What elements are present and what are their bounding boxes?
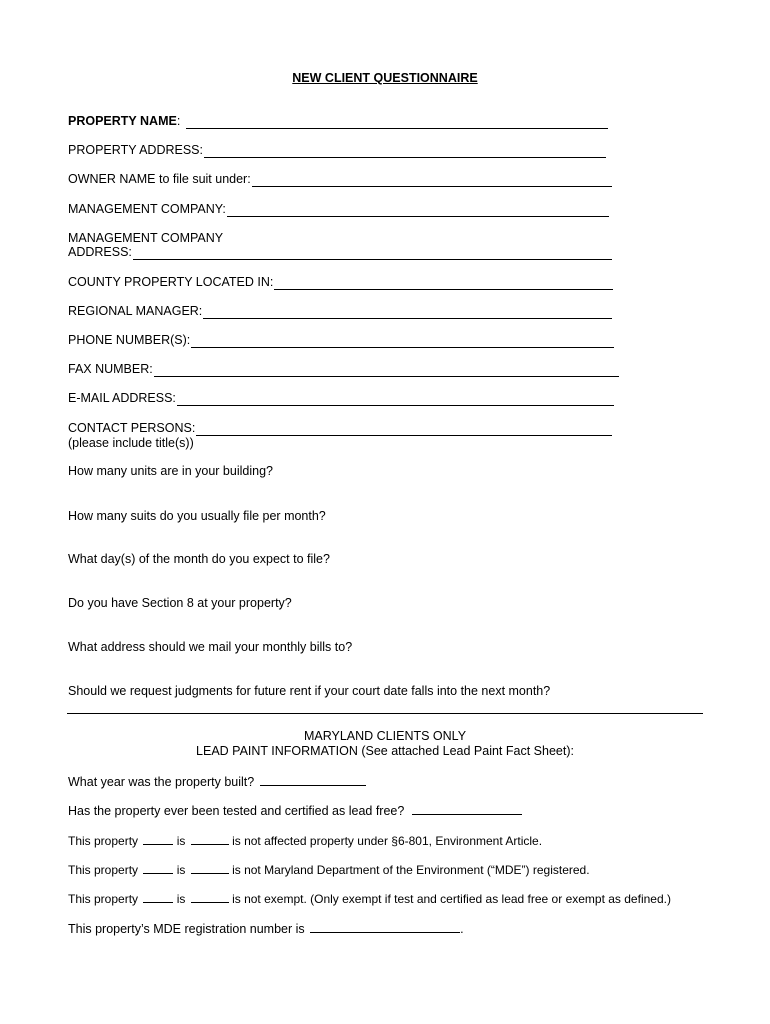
registration-number-blank[interactable] <box>310 920 460 933</box>
registered-no-blank[interactable] <box>191 861 229 874</box>
tested-certified-blank[interactable] <box>412 802 522 815</box>
fax-number-blank[interactable] <box>154 362 619 377</box>
this-property-label: This property <box>68 863 139 877</box>
property-address-label: PROPERTY ADDRESS: <box>68 143 203 157</box>
email-address-label: E-MAIL ADDRESS: <box>68 391 176 405</box>
is-label: is <box>176 892 186 906</box>
lead-paint-heading: LEAD PAINT INFORMATION (See attached Lead Paint Fact Sheet): <box>196 744 574 758</box>
property-name-blank[interactable] <box>186 114 608 129</box>
is-label: is <box>176 863 186 877</box>
contact-persons-blank[interactable] <box>196 421 612 436</box>
question-future-rent: Should we request judgments for future rent if your court date falls into the next month? <box>68 684 551 698</box>
regional-manager-blank[interactable] <box>203 304 612 319</box>
registered-yes-blank[interactable] <box>143 861 173 874</box>
county-field[interactable] <box>68 275 613 290</box>
owner-name-blank[interactable] <box>252 172 612 187</box>
section-divider <box>67 713 703 714</box>
owner-name-label: OWNER NAME to file suit under: <box>68 172 251 186</box>
regional-manager-label: REGIONAL MANAGER: <box>68 304 203 318</box>
affected-yes-blank[interactable] <box>143 832 173 845</box>
fax-number-label: FAX NUMBER: <box>68 362 153 376</box>
document-title: NEW CLIENT QUESTIONNAIRE <box>292 71 478 85</box>
exempt-row <box>68 890 671 906</box>
question-filing-days: What day(s) of the month do you expect to file? <box>68 552 330 566</box>
maryland-heading: MARYLAND CLIENTS ONLY <box>303 729 467 743</box>
registration-number-row <box>68 920 464 936</box>
mde-registered-row <box>68 861 590 877</box>
question-billing-address: What address should we mail your monthly bills to? <box>68 640 353 654</box>
property-name-field[interactable] <box>68 114 608 129</box>
exempt-yes-blank[interactable] <box>143 890 173 903</box>
year-built-label: What year was the property built? <box>68 775 255 789</box>
contact-persons-note: (please include title(s)) <box>68 436 194 450</box>
question-section-8: Do you have Section 8 at your property? <box>68 596 292 610</box>
tested-certified-label: Has the property ever been tested and certified as lead free? <box>68 804 405 818</box>
property-name-colon: : <box>176 114 181 128</box>
phone-numbers-label: PHONE NUMBER(S): <box>68 333 191 347</box>
contact-persons-label: CONTACT PERSONS: <box>68 421 196 435</box>
this-property-label: This property <box>68 834 139 848</box>
affected-property-row <box>68 832 542 848</box>
mde-registered-statement: is not Maryland Department of the Environment (“MDE”) registered. <box>232 863 590 877</box>
property-address-blank[interactable] <box>204 143 606 158</box>
question-suits-per-month: How many suits do you usually file per month? <box>68 509 326 523</box>
management-company-label: MANAGEMENT COMPANY: <box>68 202 226 216</box>
affected-statement: is not affected property under §6-801, Environment Article. <box>232 834 543 848</box>
exempt-no-blank[interactable] <box>191 890 229 903</box>
email-address-field[interactable] <box>68 391 614 406</box>
affected-no-blank[interactable] <box>191 832 229 845</box>
year-built-blank[interactable] <box>260 773 366 786</box>
regional-manager-field[interactable] <box>68 304 612 319</box>
registration-number-label: This property’s MDE registration number is <box>68 922 305 936</box>
exempt-statement: is not exempt. (Only exempt if test and certified as lead free or exempt as defined.) <box>232 892 671 906</box>
question-units: How many units are in your building? <box>68 464 273 478</box>
this-property-label: This property <box>68 892 139 906</box>
fax-number-field[interactable] <box>68 362 619 377</box>
management-company-address-blank[interactable] <box>133 245 612 260</box>
county-label: COUNTY PROPERTY LOCATED IN: <box>68 275 274 289</box>
management-company-field[interactable] <box>68 202 609 217</box>
phone-numbers-blank[interactable] <box>191 333 614 348</box>
property-address-field[interactable] <box>68 143 606 158</box>
property-name-label: PROPERTY NAME <box>68 114 177 128</box>
owner-name-field[interactable] <box>68 172 612 187</box>
county-blank[interactable] <box>274 275 613 290</box>
management-company-address-field[interactable] <box>68 245 612 260</box>
tested-certified-row <box>68 802 522 818</box>
phone-numbers-field[interactable] <box>68 333 614 348</box>
contact-persons-field[interactable] <box>68 421 612 436</box>
email-address-blank[interactable] <box>177 391 614 406</box>
management-company-address-label-line1: MANAGEMENT COMPANY <box>68 231 224 245</box>
is-label: is <box>176 834 186 848</box>
registration-number-period: . <box>460 922 464 936</box>
management-company-blank[interactable] <box>227 202 609 217</box>
year-built-row <box>68 773 366 789</box>
management-company-address-label-line2: ADDRESS: <box>68 245 132 259</box>
